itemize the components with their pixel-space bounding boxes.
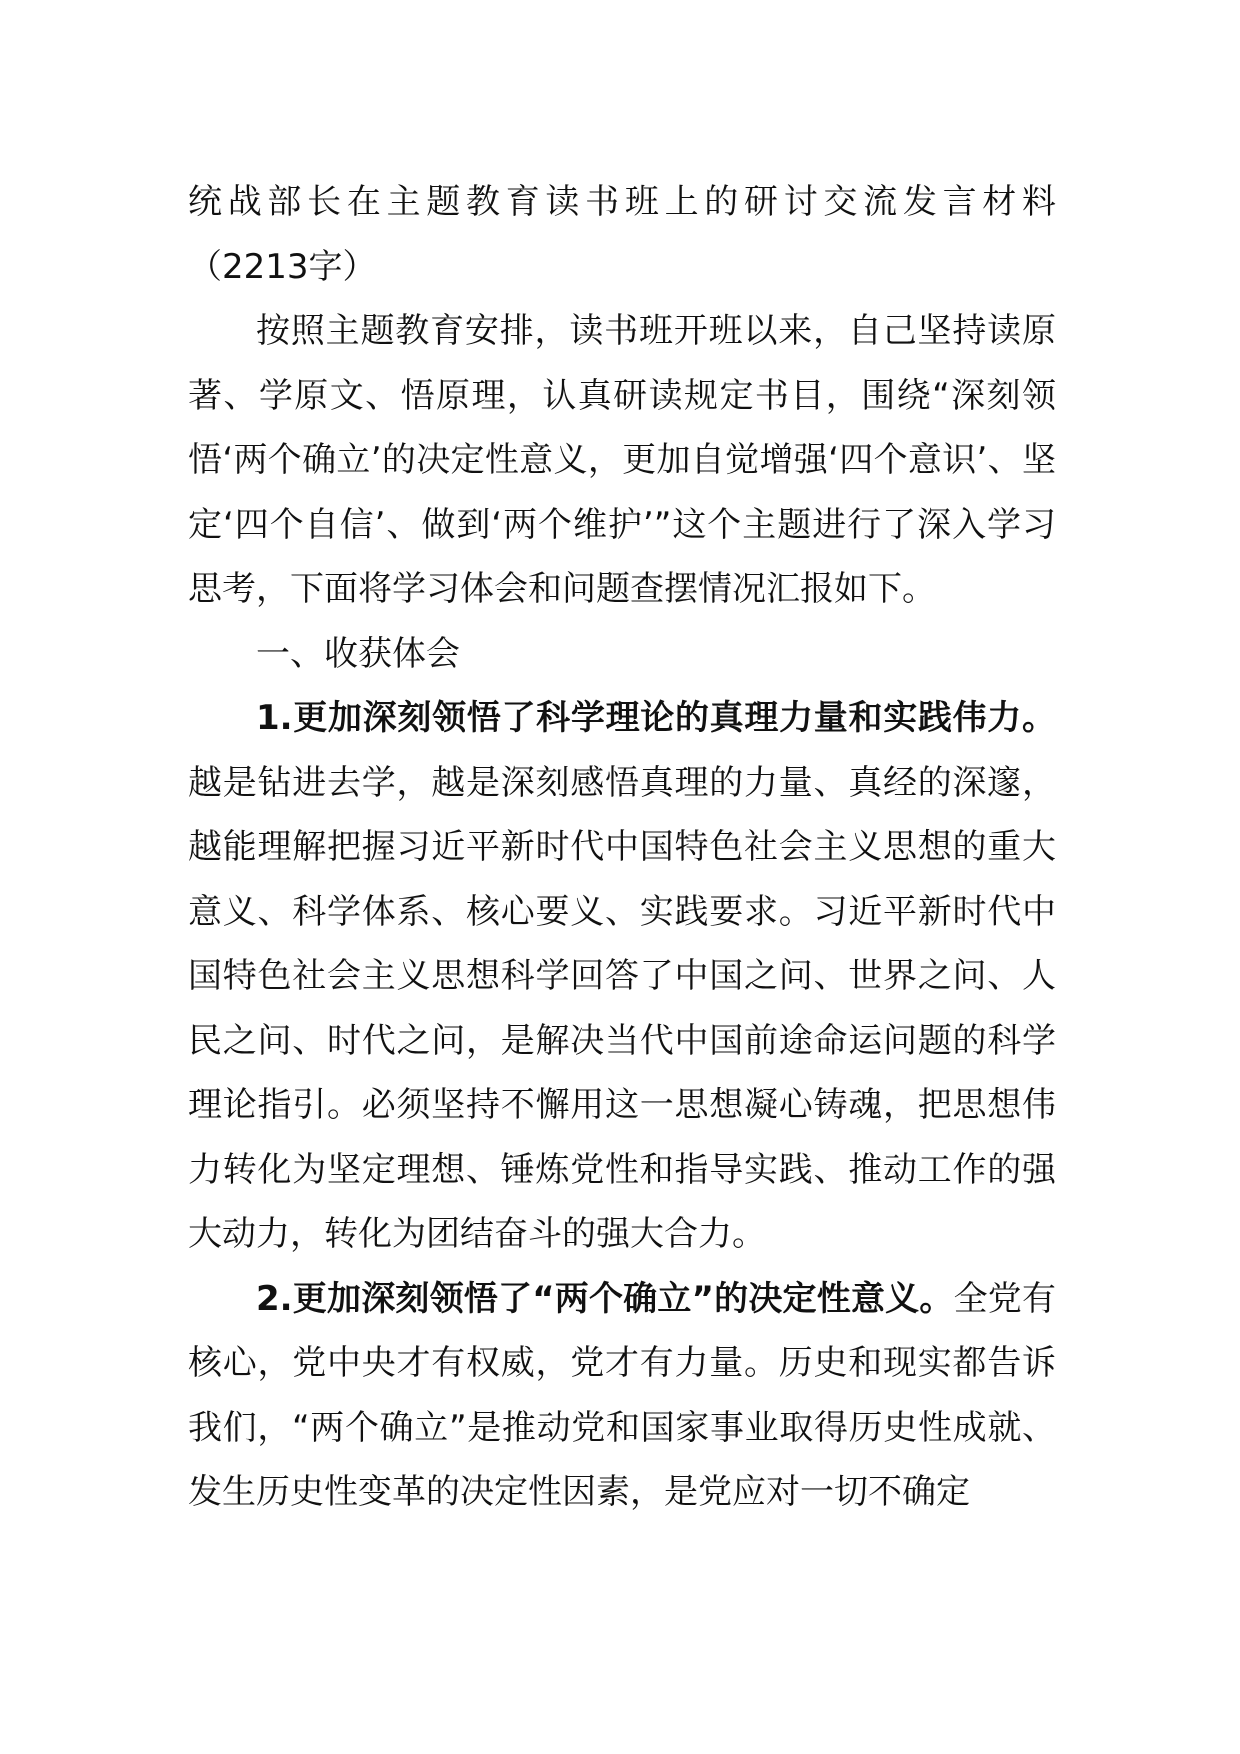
point-2-paragraph [188,1267,1056,1525]
document-title: 统战部长在主题教育读书班上的研讨交流发言材料（2213字） [188,182,1056,287]
document-body [188,170,1056,1525]
point-1-body: 越是钻进去学，越是深刻感悟真理的力量、真经的深邃，越能理解把握习近平新时代中国特色社会主义思想的重大意义、科学体系、核心要义、实践要求。习近平新时代中国特色社会主义思想科学回答了中国之问、世界之问、人民之问、时代之问，是解决当代中国前途命运问题的科学理论指引。必须坚持不懈用这一思想凝心铸魂，把思想伟力转化为坚定理想、锤炼党性和指导实践、推动工作的强大动力，转化为团结奋斗的强大合力。 [188,762,1056,1254]
intro-paragraph: 按照主题教育安排，读书班开班以来，自己坚持读原著、学原文、悟原理，认真研读规定书目，围绕“深刻领悟‘两个确立’的决定性意义，更加自觉增强‘四个意识’、坚定‘四个自信’、做到‘两个维护’”这个主题进行了深入学习思考，下面将学习体会和问题查摆情况汇报如下。 [188,311,1056,609]
point-2-heading: 2.更加深刻领悟了“两个确立”的决定性意义。 [256,1278,954,1319]
point-2-body: 全党有核心，党中央才有权威，党才有力量。历史和现实都告诉我们，“两个确立”是推动党和国家事业取得历史性成就、发生历史性变革的决定性因素，是党应对一切不确定 [188,1278,1057,1512]
section-heading-harvest: 一、收获体会 [256,633,460,674]
point-1-paragraph [188,686,1056,1267]
point-1-heading: 1.更加深刻领悟了科学理论的真理力量和实践伟力。 [256,698,1056,738]
